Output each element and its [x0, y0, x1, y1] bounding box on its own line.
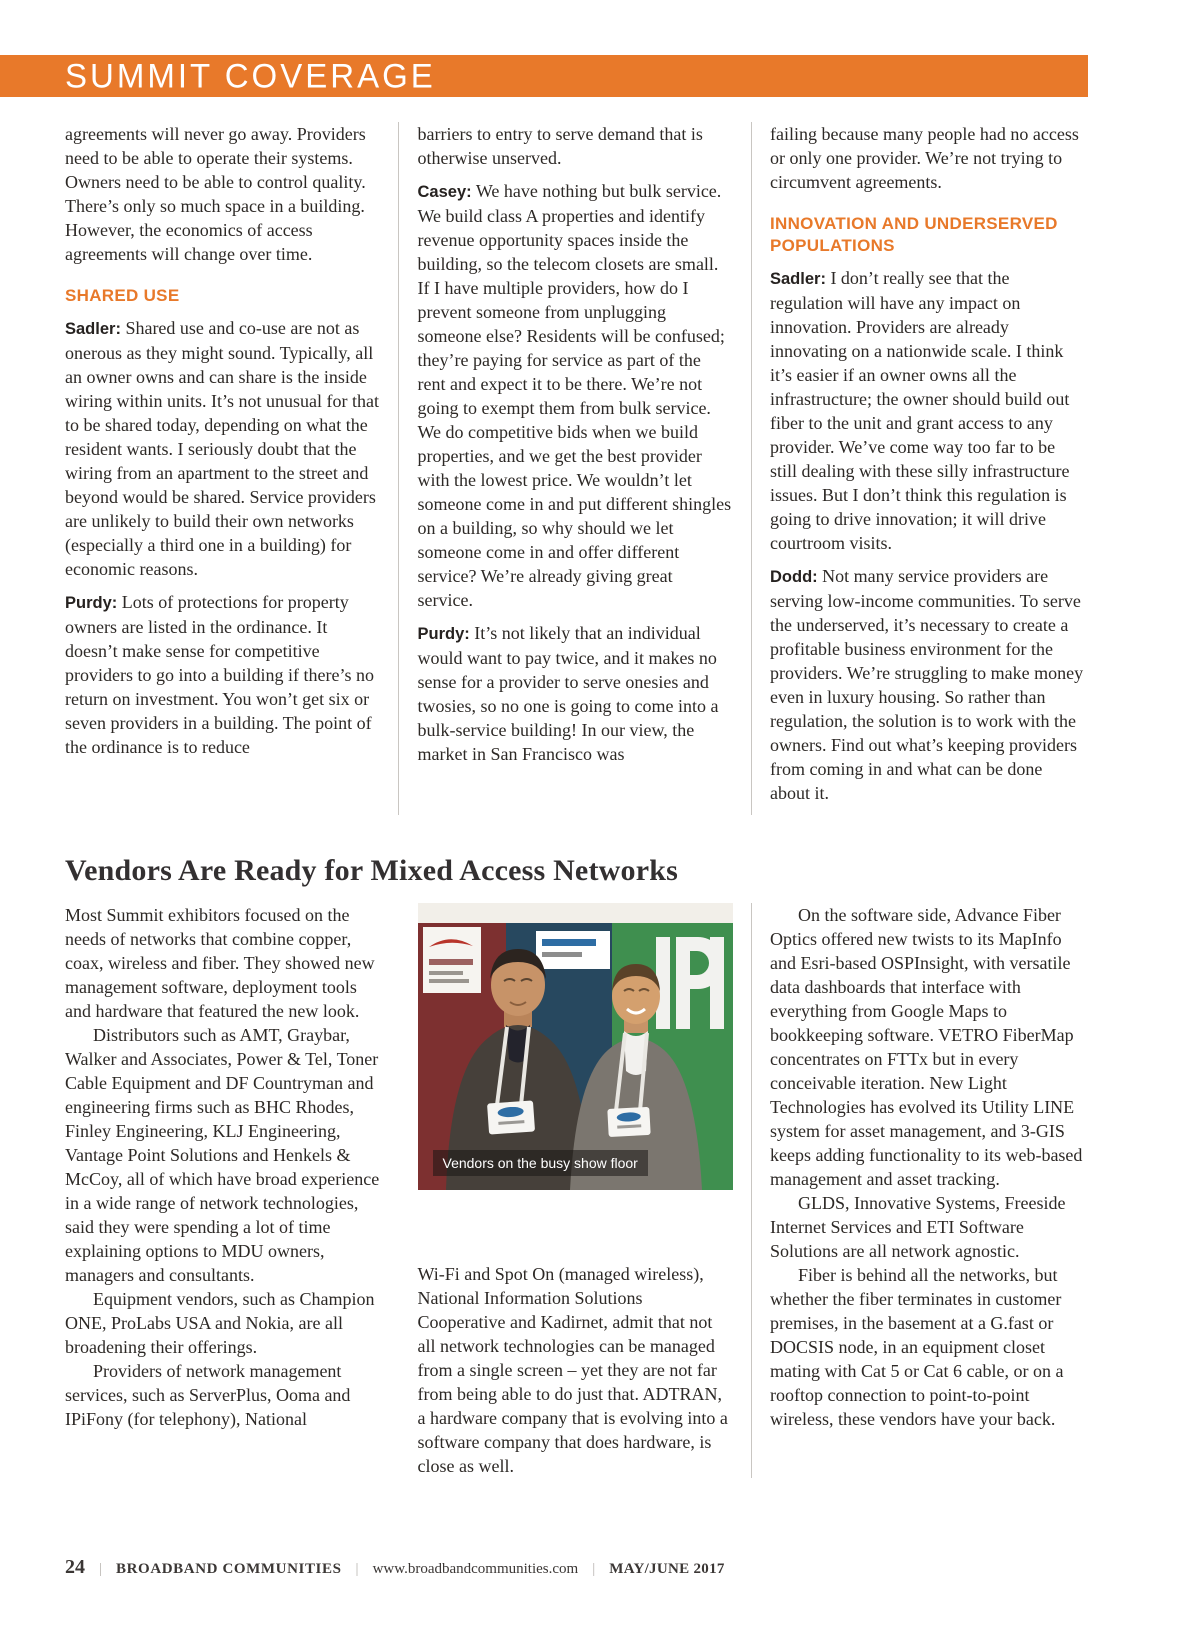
paragraph: Distributors such as AMT, Graybar, Walker and Associates, Power & Tel, Toner Cable Equipment and DF Countryman and engineering firms such as BHC Rhodes, Finley Engineering, KLJ Engineering, Vantage Point Solutions and Henkels & McCoy, all of which have broad experience in a wide range of network technologies, said they were spending a lot of time explaining options to MDU owners, managers and consultants.	[65, 1025, 380, 1285]
vendors-columns	[65, 903, 1085, 1478]
roundtable-column-2	[418, 122, 733, 815]
speaker-name: Purdy:	[417, 625, 470, 643]
paragraph: Equipment vendors, such as Champion ONE, ProLabs USA and Nokia, are all broadening their offerings.	[65, 1289, 375, 1357]
speaker-text: I don’t really see that the regulation will have any impact on innovation. Providers are already innovating on a nationwide scale. I think it’s easier if an owner owns all the infrastructure; the owner should build out fiber to the unit and grant access to any provider. We’ve come way too far to be still dealing with these silly infrastructure issues. But I don’t think this regulation is going to drive innovation; it will drive courtroom visits.	[770, 268, 1070, 553]
speaker-name: Sadler:	[65, 320, 121, 338]
divider-rule	[751, 903, 752, 1478]
spacer	[418, 1190, 733, 1262]
paragraph	[65, 590, 380, 759]
column-divider	[733, 903, 771, 1478]
speaker-text: Lots of protections for property owners are listed in the ordinance. It doesn’t make sense for competitive providers to go into a building if there’s no return on investment. You won’t get six or seven providers in a building. The point of the ordinance is to reduce	[65, 592, 374, 757]
paragraph	[770, 266, 1085, 555]
column-gap	[380, 903, 418, 1478]
show-floor-photo	[418, 903, 733, 1190]
vendors-column-2	[418, 903, 733, 1478]
magazine-name: BROADBAND COMMUNITIES	[116, 1561, 342, 1577]
paragraph: agreements will never go away. Providers need to be able to operate their systems. Owners need to be able to control quality. There’s only so much space in a building. However, the economics of access agreements will change over time.	[65, 124, 366, 264]
speaker-name: Purdy:	[65, 594, 118, 612]
speaker-text: Shared use and co-use are not as onerous as they might sound. Typically, all an owner owns and can share is the inside wiring within units. It’s not unusual for that to be shared today, depending on what the resident wants. I seriously doubt that the wiring from an apartment to the street and beyond would be shared. Service providers are unlikely to build their own networks (especially a third one in a building) for economic reasons.	[65, 318, 379, 579]
column-divider	[380, 122, 418, 815]
paragraph	[65, 316, 380, 581]
roundtable-column-1	[65, 122, 380, 815]
paragraph	[418, 621, 733, 766]
paragraph	[418, 179, 733, 612]
section-title: SUMMIT COVERAGE	[65, 56, 436, 95]
page-number: 24	[65, 1556, 85, 1578]
divider-rule	[751, 122, 752, 815]
speaker-text: We have nothing but bulk service. We build class A properties and identify revenue opportunity spaces inside the building, so the telecom closets are small. If I have multiple providers, how do I prevent someone from unplugging someone else? Residents will be confused; they’re paying for service as part of the rent and expect it to be there. We’re not going to exempt them from bulk service. We do competitive bids when we build properties, and we get the best provider with the lowest price. We wouldn’t let someone come in and put different shingles on a building, so why should we let someone come in and offer different service? We’re already giving great service.	[417, 181, 732, 610]
paragraph: GLDS, Innovative Systems, Freeside Internet Services and ETI Software Solutions are all network agnostic.	[770, 1193, 1066, 1261]
issue-date: MAY/JUNE 2017	[609, 1561, 725, 1577]
roundtable-column-3	[770, 122, 1085, 815]
footer-separator: |	[592, 1561, 596, 1577]
paragraph: Providers of network management services, such as ServerPlus, Ooma and IPiFony (for telephony), National	[65, 1361, 351, 1429]
speaker-name: Dodd:	[770, 568, 818, 586]
show-floor-photo-art	[418, 903, 733, 1190]
vendors-column-1	[65, 903, 380, 1478]
paragraph: Wi-Fi and Spot On (managed wireless), National Information Solutions Cooperative and Kadirnet, admit that not all network technologies can be managed from a single screen – yet they are not far from being able to do just that. ADTRAN, a hardware company that is evolving into a software company that does hardware, is close as well.	[417, 1264, 728, 1476]
speaker-name: Casey:	[417, 183, 472, 201]
footer-separator: |	[355, 1561, 359, 1577]
heading-shared-use: SHARED USE	[65, 286, 180, 305]
footer-separator: |	[99, 1561, 103, 1577]
article-title: Vendors Are Ready for Mixed Access Networks	[65, 854, 678, 887]
divider-rule	[398, 122, 399, 815]
paragraph: Fiber is behind all the networks, but whether the fiber terminates in customer premises, in the basement at a G.fast or DOCSIS node, in an equipment closet mating with Cat 5 or Cat 6 cable, or on a rooftop connection to point-to-point wireless, these vendors have your back.	[770, 1265, 1064, 1429]
paragraph: Most Summit exhibitors focused on the needs of networks that combine copper, coax, wireless and fiber. They showed new management software, deployment tools and hardware that featured the new look.	[65, 905, 375, 1021]
column-divider	[733, 122, 771, 815]
roundtable-columns	[65, 122, 1085, 815]
heading-innovation-underserved: INNOVATION AND UNDERSERVED POPULATIONS	[770, 214, 1058, 255]
page-footer	[65, 1556, 1085, 1579]
paragraph	[770, 564, 1085, 805]
magazine-website: www.broadbandcommunities.com	[372, 1561, 579, 1577]
vendors-column-3	[770, 903, 1085, 1478]
speaker-text: Not many service providers are serving low-income communities. To serve the underserved, it’s necessary to create a profitable business environment for the providers. We’re struggling to make money even in luxury housing. So rather than regulation, the solution is to work with the owners. Find out what’s keeping providers from coming in and what can be done about it.	[770, 566, 1084, 803]
paragraph: barriers to entry to serve demand that is otherwise unserved.	[417, 124, 703, 168]
paragraph: failing because many people had no access or only one provider. We’re not trying to circumvent agreements.	[770, 124, 1079, 192]
paragraph: On the software side, Advance Fiber Optics offered new twists to its MapInfo and Esri-based OSPInsight, with versatile data dashboards that interface with everything from Google Maps to bookkeeping software. VETRO FiberMap concentrates on FTTx but in every conceivable iteration. New Light Technologies has evolved its Utility LINE system for asset management, and 3-GIS keeps adding functionality to its web-based management and asset tracking.	[770, 905, 1083, 1189]
section-header-bar	[0, 55, 1088, 97]
photo-caption: Vendors on the busy show floor	[433, 1150, 648, 1176]
speaker-text: It’s not likely that an individual would want to pay twice, and it makes no sense for a provider to serve onesies and twosies, so no one is going to come into a bulk-service building! In our view, the market in San Francisco was	[417, 623, 719, 764]
speaker-name: Sadler:	[770, 270, 826, 288]
